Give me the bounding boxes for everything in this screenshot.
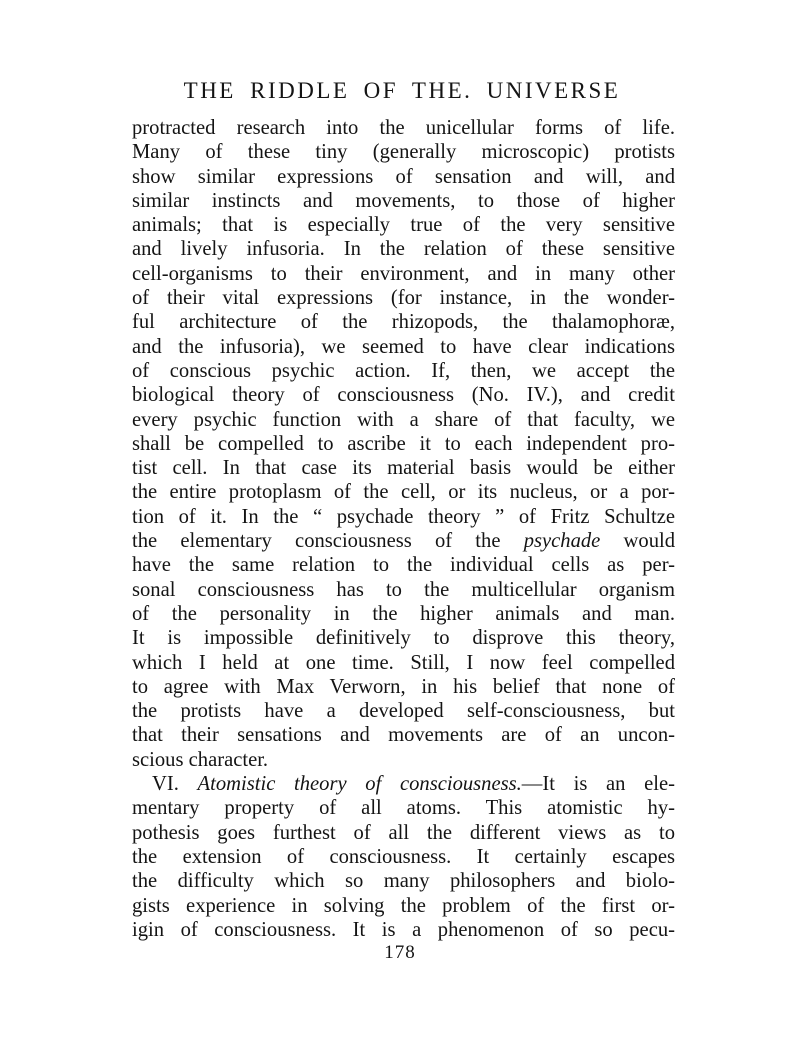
text-line: tion of it. In the “ psychade theory ” of Fritz Schultze [132, 505, 675, 528]
text-line: show similar expressions of sensation and will, and [132, 165, 675, 188]
text-line: which I held at one time. Still, I now feel compelled [132, 651, 675, 674]
text-line: igin of consciousness. It is a phenomenon of so pecu- [132, 918, 675, 941]
text-line: similar instincts and movements, to those of higher [132, 189, 675, 212]
italic-text: psychade [523, 530, 601, 553]
text-line: mentary property of all atoms. This atomistic hy- [132, 797, 675, 820]
running-head: THE RIDDLE OF THE. UNIVERSE [183, 78, 621, 103]
text-line [132, 529, 675, 553]
text-line: protracted research into the unicellular forms of life. [132, 117, 675, 139]
text-segment: would [600, 530, 675, 553]
text-line: It is impossible definitively to disprove this theory, [132, 627, 675, 650]
text-segment: VI. [152, 773, 198, 796]
text-line: ful architecture of the rhizopods, the thalamophoræ, [132, 311, 675, 334]
text-line: the protists have a developed self-consciousness, but [132, 700, 675, 723]
text-line: of the personality in the higher animals and man. [132, 602, 675, 625]
text-line: every psychic function with a share of that faculty, we [132, 408, 675, 431]
italic-text: Atomistic theory of consciousness. [197, 773, 522, 796]
body-text [132, 116, 675, 942]
text-line: that their sensations and movements are of an uncon- [132, 724, 675, 747]
text-segment: —It is an ele- [521, 773, 675, 796]
text-line: gists experience in solving the problem of the first or- [132, 894, 675, 917]
text-line: cell-organisms to their environment, and in many other [132, 262, 675, 285]
text-line: pothesis goes furthest of all the different views as to [132, 821, 675, 844]
text-line: biological theory of consciousness (No. IV.), and credit [132, 384, 675, 407]
text-line: tist cell. In that case its material basis would be either [132, 457, 675, 480]
text-line: sonal consciousness has to the multicellular organism [132, 578, 675, 601]
text-line: scious character. [132, 748, 269, 771]
text-line: Many of these tiny (generally microscopic) protists [132, 141, 675, 164]
text-segment: the elementary consciousness of the [132, 530, 524, 553]
text-line: the entire protoplasm of the cell, or its nucleus, or a por- [132, 481, 675, 504]
text-line: have the same relation to the individual cells as per- [132, 554, 675, 577]
text-line: and the infusoria), we seemed to have clear indications [132, 335, 675, 358]
text-line: of their vital expressions (for instance, in the wonder- [132, 287, 675, 310]
text-line: and lively infusoria. In the relation of these sensitive [132, 238, 675, 261]
text-line [132, 772, 675, 796]
text-line: animals; that is especially true of the very sensitive [132, 214, 675, 237]
text-line: shall be compelled to ascribe it to each independent pro- [132, 432, 675, 455]
text-line: the difficulty which so many philosophers and biolo- [132, 870, 675, 893]
page-number: 178 [384, 942, 416, 963]
text-line: the extension of consciousness. It certainly escapes [132, 845, 675, 868]
text-line: to agree with Max Verworn, in his belief that none of [132, 675, 675, 698]
text-line: of conscious psychic action. If, then, we accept the [132, 359, 675, 382]
